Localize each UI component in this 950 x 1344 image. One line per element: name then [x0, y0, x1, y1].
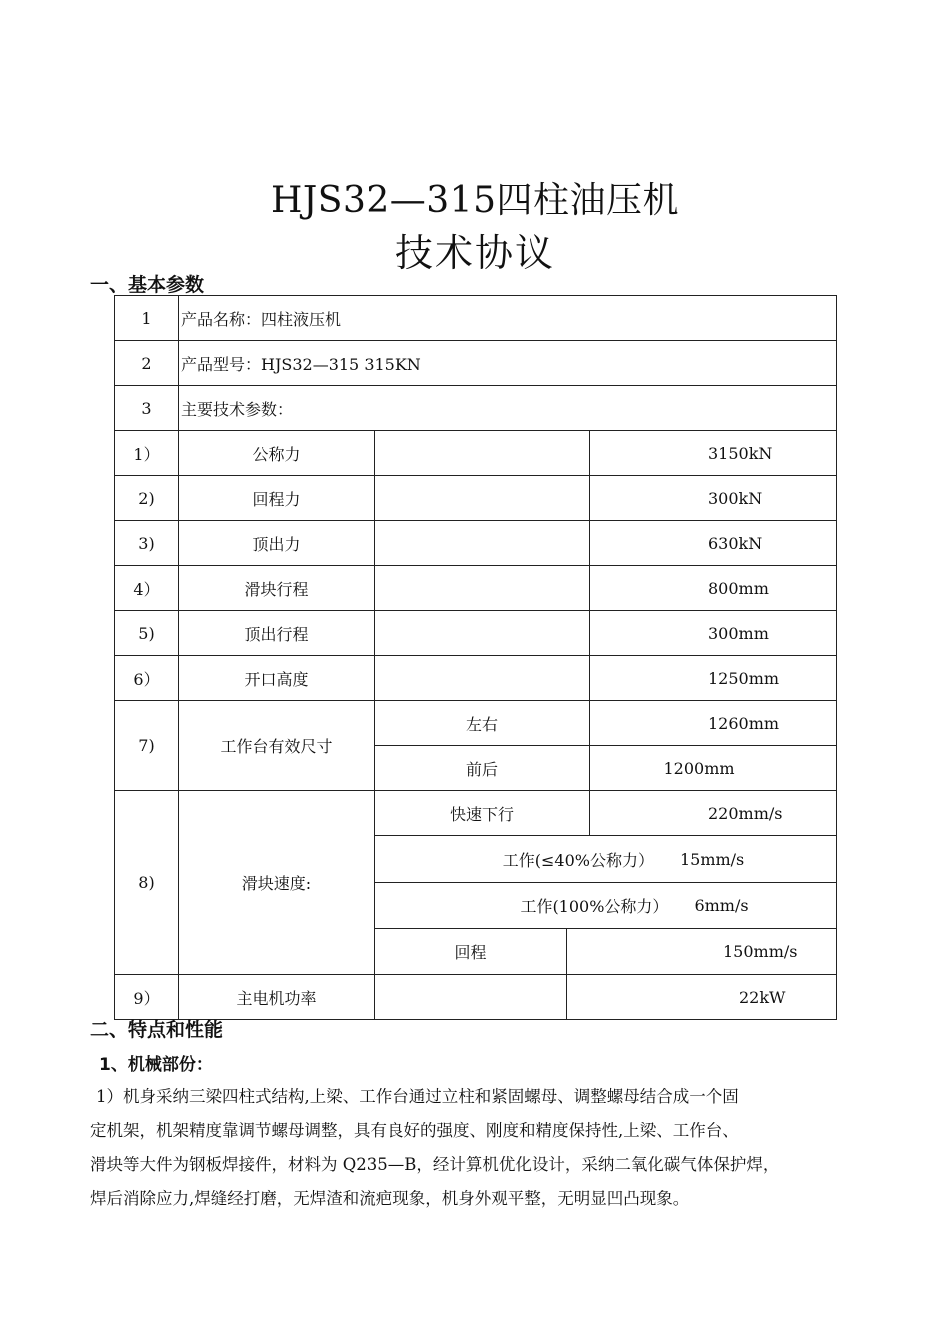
subsection-heading-mechanical: 1、机械部份：: [99, 1055, 213, 1075]
table-row: [115, 701, 837, 746]
sub-param-name: 左右: [375, 701, 590, 746]
param-number: 7): [115, 701, 179, 791]
param-value: 800mm: [590, 566, 837, 611]
combined-cell: [375, 883, 837, 929]
table-row: [115, 975, 837, 1020]
spec-table: [114, 295, 837, 1020]
param-name: 开口高度: [179, 656, 375, 701]
param-name: 回程力: [179, 476, 375, 521]
sub-param-name: 工作(≤40%公称力）: [502, 850, 654, 870]
table-row: [115, 791, 837, 836]
combined-cell: [375, 836, 837, 883]
table-row: [115, 476, 837, 521]
table-row: [115, 386, 837, 431]
param-value: 22kW: [567, 975, 837, 1020]
param-value: 300mm: [590, 611, 837, 656]
empty-cell: [375, 975, 567, 1020]
paragraph-line: 滑块等大件为钢板焊接件，材料为 Q235—B，经计算机优化设计，采纳二氧化碳气体保护焊，: [90, 1155, 780, 1174]
table-row: [115, 521, 837, 566]
param-name: 工作台有效尺寸: [179, 701, 375, 791]
empty-cell: [375, 566, 590, 611]
paragraph: [90, 1080, 890, 1216]
param-number: 9）: [115, 975, 179, 1020]
param-value: 1260mm: [590, 701, 837, 746]
param-value: 1250mm: [590, 656, 837, 701]
param-value: 150mm/s: [567, 929, 837, 975]
param-number: 8): [115, 791, 179, 975]
param-number: 4）: [115, 566, 179, 611]
sub-param-name: 快速下行: [375, 791, 590, 836]
empty-cell: [375, 521, 590, 566]
table-row: [115, 431, 837, 476]
row-number: 2: [115, 341, 179, 386]
param-number: 2): [115, 476, 179, 521]
sub-param-name: 工作(100%公称力）: [520, 897, 669, 916]
param-value: 630kN: [590, 521, 837, 566]
param-name: 滑块行程: [179, 566, 375, 611]
param-number: 1）: [115, 431, 179, 476]
section-heading-features: 二、特点和性能: [90, 1019, 224, 1041]
param-name: 顶出行程: [179, 611, 375, 656]
param-name: 顶出力: [179, 521, 375, 566]
table-row: [115, 611, 837, 656]
param-value: 220mm/s: [590, 791, 837, 836]
param-number: 5): [115, 611, 179, 656]
main-params-label: 主要技术参数：: [179, 386, 837, 431]
param-name: 滑块速度:: [179, 791, 375, 975]
row-number: 1: [115, 296, 179, 341]
product-name: 产品名称：四柱液压机: [179, 296, 837, 341]
table-row: [115, 341, 837, 386]
param-value: 6mm/s: [694, 896, 749, 915]
empty-cell: [375, 611, 590, 656]
empty-cell: [375, 476, 590, 521]
param-name: 公称力: [179, 431, 375, 476]
param-value: 300kN: [590, 476, 837, 521]
empty-cell: [375, 431, 590, 476]
param-number: 3): [115, 521, 179, 566]
param-value: 3150kN: [590, 431, 837, 476]
param-number: 6）: [115, 656, 179, 701]
row-number: 3: [115, 386, 179, 431]
table-row: [115, 296, 837, 341]
empty-cell: [375, 656, 590, 701]
section-heading-basic-params: 一、基本参数: [90, 274, 205, 296]
document-subtitle: 技术协议: [394, 231, 555, 275]
document-title: HJS32—315四柱油压机: [270, 180, 679, 221]
paragraph-line: 焊后消除应力,焊缝经打磨，无焊渣和流疤现象，机身外观平整，无明显凹凸现象。: [90, 1189, 690, 1208]
product-model: 产品型号：HJS32—315 315KN: [179, 341, 837, 386]
table-row: [115, 566, 837, 611]
param-value: 1200mm: [590, 746, 837, 791]
table-row: [115, 656, 837, 701]
param-value: 15mm/s: [679, 849, 745, 869]
sub-param-name: 回程: [375, 929, 567, 975]
paragraph-line: 1）机身采纳三梁四柱式结构,上梁、工作台通过立柱和紧固螺母、调整螺母结合成一个固: [96, 1087, 739, 1106]
param-name: 主电机功率: [179, 975, 375, 1020]
sub-param-name: 前后: [375, 746, 590, 791]
paragraph-line: 定机架，机架精度靠调节螺母调整，具有良好的强度、刚度和精度保持性,上梁、工作台、: [90, 1121, 739, 1140]
